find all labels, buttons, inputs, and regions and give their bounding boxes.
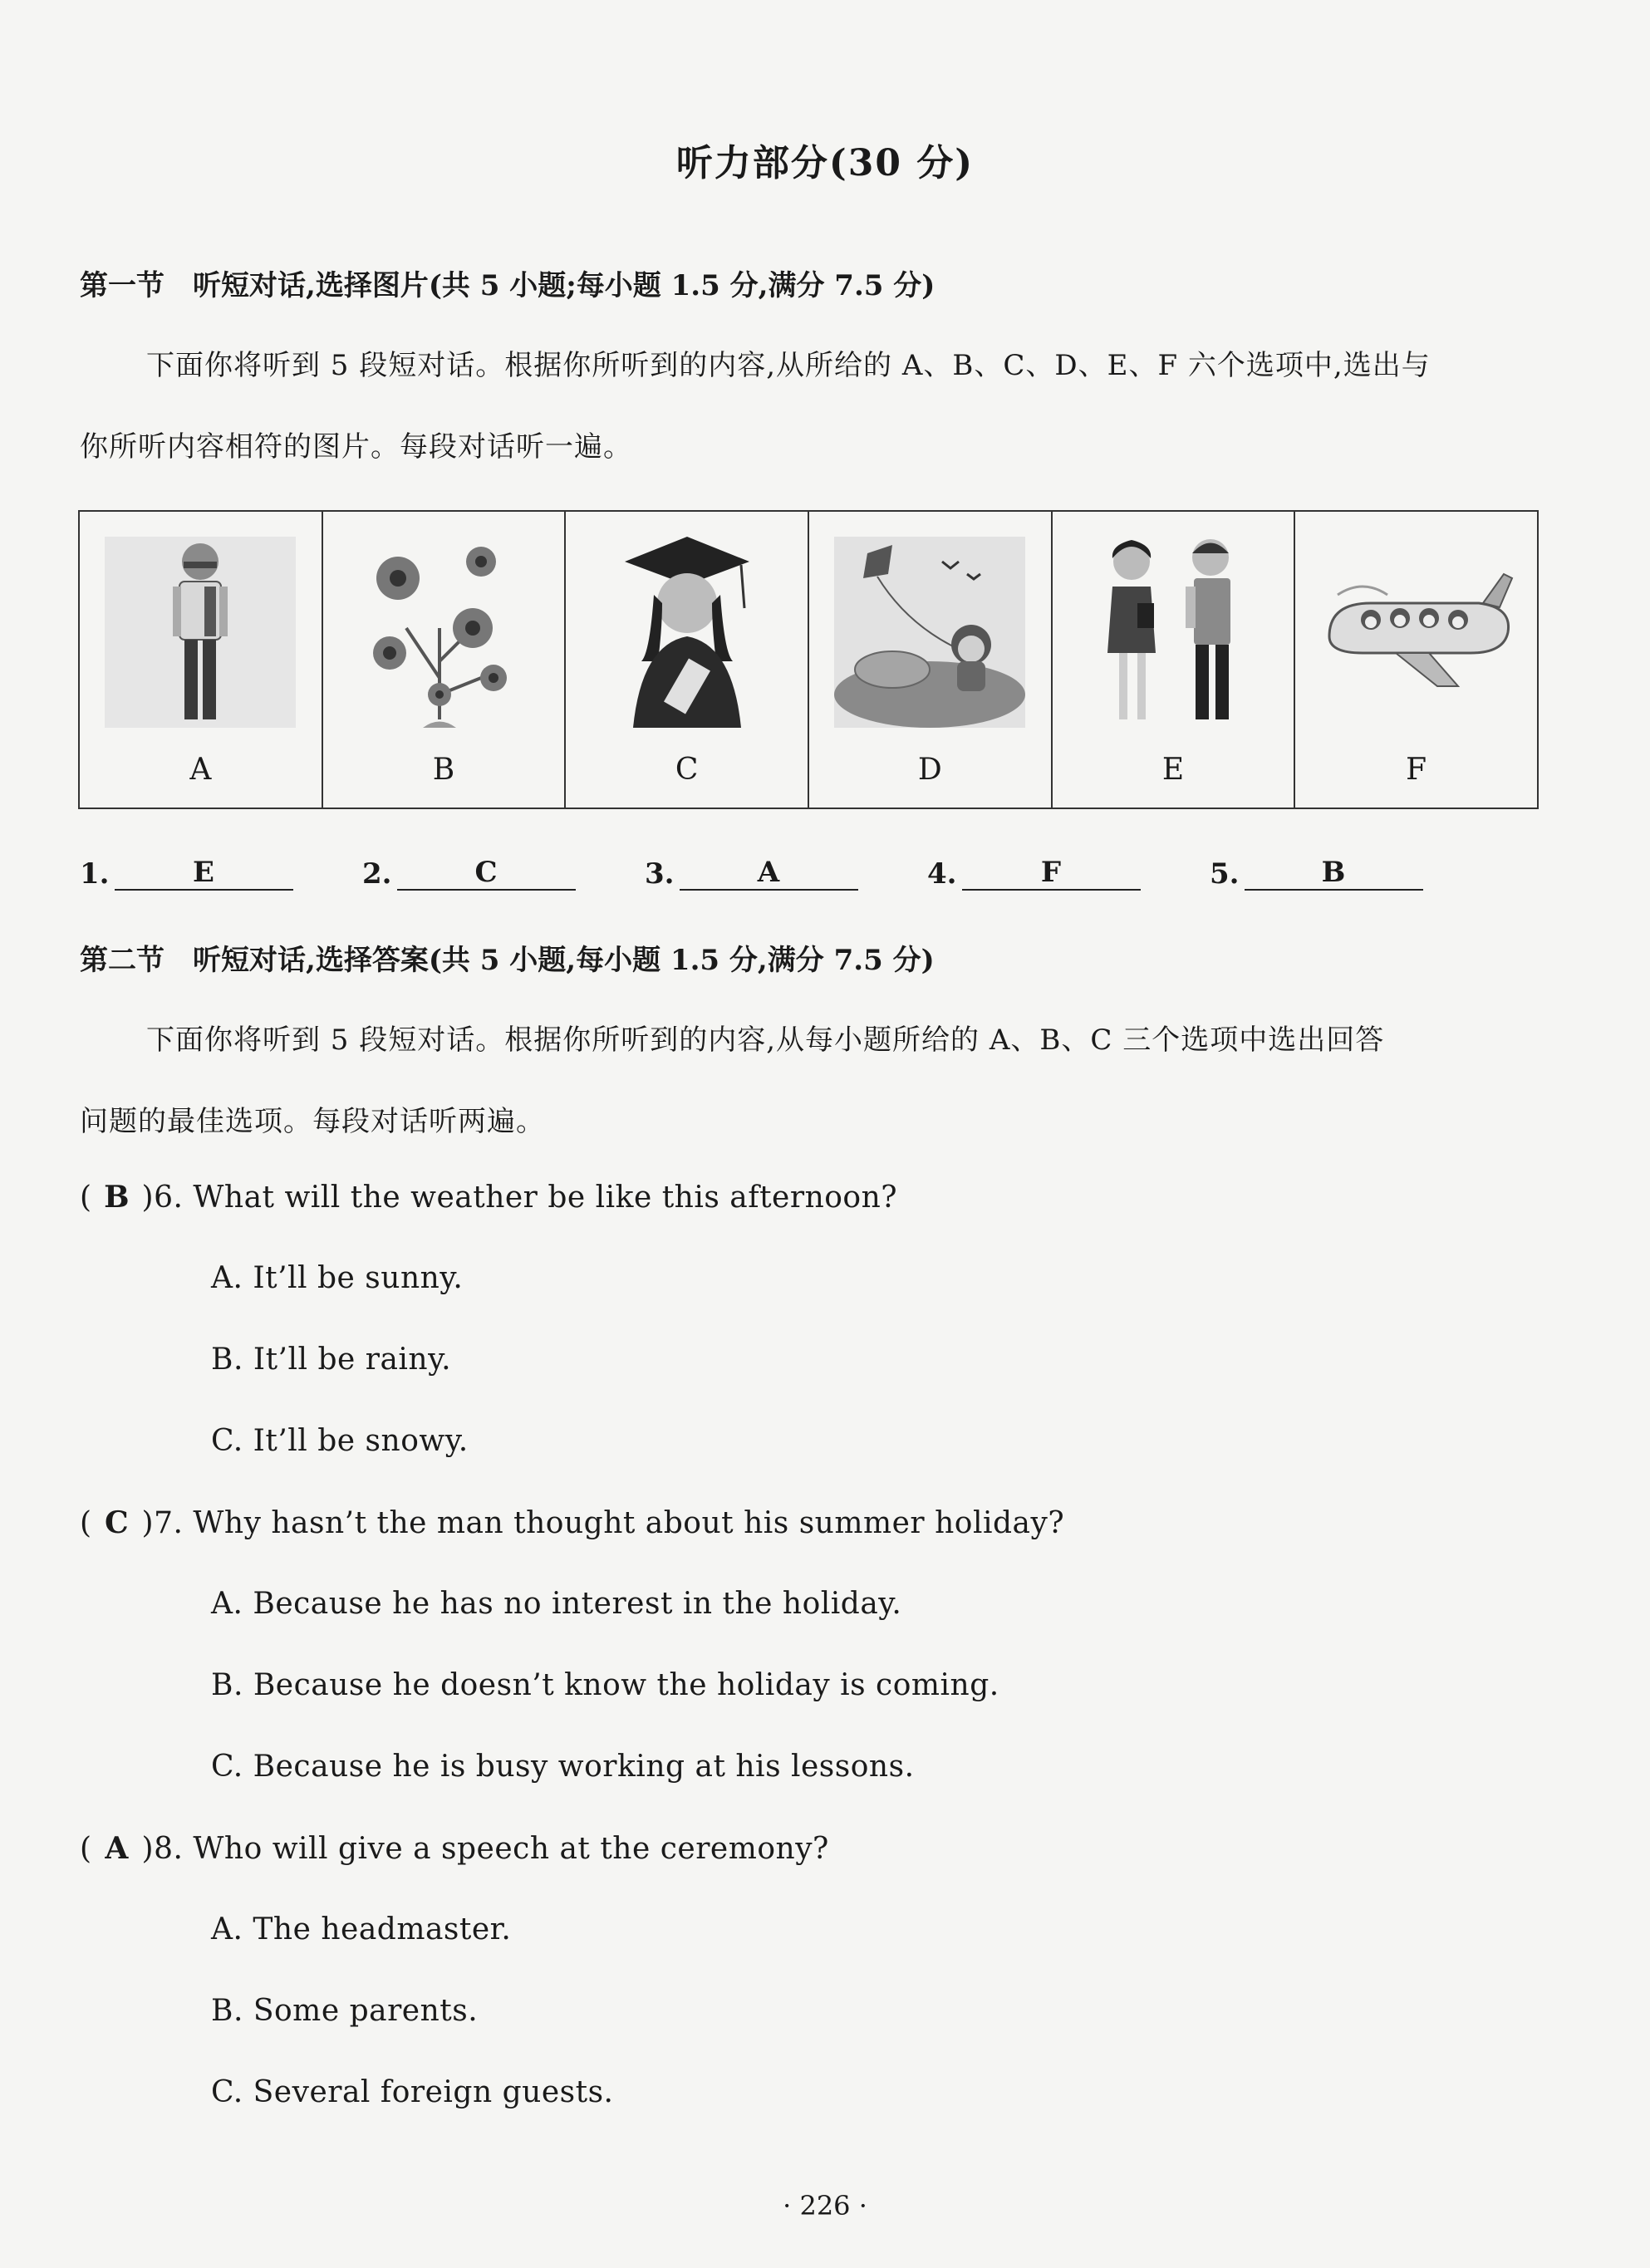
section2-instruction-line1: 下面你将听到 5 段短对话。根据你所听到的内容,从每小题所给的 A、B、C 三个选项中选出回答 [146, 1024, 1385, 1057]
answer-item-2 [362, 856, 576, 891]
section1-instruction-line1: 下面你将听到 5 段短对话。根据你所听到的内容,从所给的 A、B、C、D、E、F 六个选项中,选出与 [146, 349, 1431, 382]
selected-answer: A [105, 1831, 129, 1866]
picture-label-e: E [1161, 753, 1185, 787]
answer-bracket-open: ( [80, 1832, 92, 1866]
picture-label-d: D [917, 753, 942, 787]
picture-cell-c [565, 511, 808, 808]
question-6 [80, 1180, 897, 1215]
option-7b: B. Because he doesn’t know the holiday is coming. [211, 1668, 999, 1702]
option-8c: C. Several foreign guests. [211, 2075, 614, 2109]
answer-blank: A [680, 856, 858, 891]
answer-bracket-close: ) [141, 1832, 155, 1866]
boy-and-girl-talking-icon [1069, 528, 1277, 736]
picture-cell-b [322, 511, 566, 808]
section1-heading: 第一节 [80, 269, 165, 302]
option-7a: A. Because he has no interest in the holiday. [211, 1587, 902, 1621]
picture-table [78, 510, 1539, 809]
picture-label-c: C [675, 753, 699, 787]
answer-blank: E [115, 856, 293, 891]
answer-item-4 [927, 856, 1141, 891]
page-title: 听力部分(30 分) [675, 142, 975, 184]
answer-blank: F [962, 856, 1141, 891]
answer-number: 1. [80, 857, 110, 891]
option-7c: C. Because he is busy working at his lessons. [211, 1750, 915, 1784]
section2-heading: 第二节 [80, 944, 165, 977]
option-8b: B. Some parents. [211, 1994, 479, 2028]
answer-number: 5. [1210, 857, 1240, 891]
selected-answer: B [104, 1180, 130, 1215]
question-stem: 8. Who will give a speech at the ceremony? [154, 1832, 829, 1866]
woman-standing-icon [96, 528, 304, 736]
section2-subheading: 听短对话,选择答案(共 5 小题,每小题 1.5 分,满分 7.5 分) [193, 944, 935, 977]
question-stem: 6. What will the weather be like this afternoon? [154, 1181, 898, 1215]
graduate-girl-icon [583, 528, 791, 736]
option-8a: A. The headmaster. [211, 1912, 512, 1946]
option-6b: B. It’ll be rainy. [211, 1343, 452, 1377]
page-number: · 226 · [783, 2190, 867, 2221]
answer-bracket-close: ) [141, 1181, 155, 1215]
answer-number: 4. [927, 857, 957, 891]
picture-cell-e [1052, 511, 1295, 808]
question-stem: 7. Why hasn’t the man thought about his summer holiday? [154, 1506, 1065, 1540]
section1-header [80, 263, 935, 303]
girl-flying-kite-icon [826, 528, 1034, 736]
answer-item-1 [80, 856, 293, 891]
answer-bracket-open: ( [80, 1181, 92, 1215]
question-8 [80, 1831, 829, 1866]
section2-header [80, 937, 935, 978]
picture-label-f: F [1406, 753, 1427, 787]
picture-label-a: A [189, 753, 212, 787]
picture-cell-a [79, 511, 322, 808]
answer-number: 2. [362, 857, 392, 891]
picture-cell-f [1294, 511, 1538, 808]
option-6a: A. It’ll be sunny. [211, 1261, 464, 1295]
answer-number: 3. [645, 857, 675, 891]
answer-bracket-open: ( [80, 1506, 92, 1540]
picture-cell-d [808, 511, 1052, 808]
airplane-with-children-icon [1313, 528, 1520, 736]
picture-label-b: B [432, 753, 455, 787]
answer-blank: C [397, 856, 576, 891]
question-7 [80, 1505, 1064, 1540]
answer-bracket-close: ) [141, 1506, 155, 1540]
selected-answer: C [104, 1505, 130, 1540]
answer-blank: B [1245, 856, 1423, 891]
option-6c: C. It’ll be snowy. [211, 1424, 469, 1458]
section2-instruction-line2: 问题的最佳选项。每段对话听两遍。 [80, 1105, 545, 1138]
section1-subheading: 听短对话,选择图片(共 5 小题;每小题 1.5 分,满分 7.5 分) [193, 269, 935, 302]
answer-item-5 [1210, 856, 1423, 891]
flowers-icon [340, 528, 548, 736]
answer-item-3 [645, 856, 858, 891]
section1-instruction-line2: 你所听内容相符的图片。每段对话听一遍。 [80, 430, 632, 464]
